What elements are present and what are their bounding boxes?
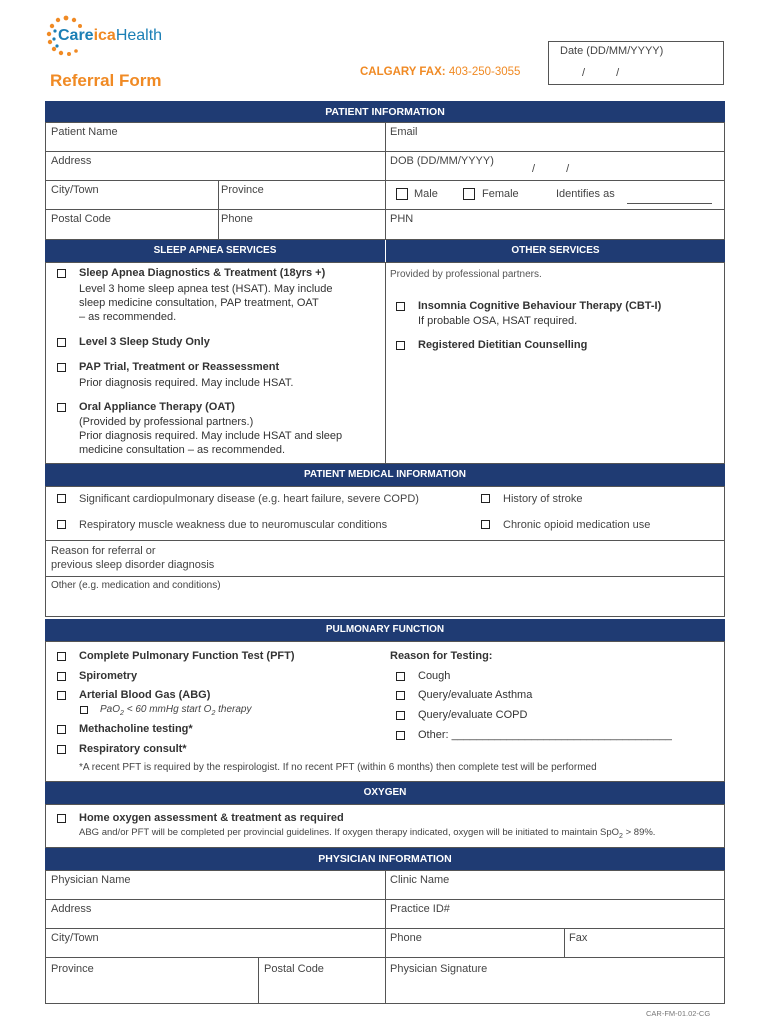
o2-sub: 2: [211, 710, 216, 717]
opioid-label: Chronic opioid medication use: [503, 519, 651, 531]
fax-number: 403-250-3055: [448, 66, 521, 78]
identifies-input-line[interactable]: [627, 203, 712, 204]
methacholine-checkbox[interactable]: [57, 725, 66, 734]
copd-checkbox[interactable]: [396, 711, 405, 720]
logo-care: Care: [58, 27, 94, 44]
pap-trial-title: PAP Trial, Treatment or Reassessment: [79, 361, 280, 373]
asthma-label: Query/evaluate Asthma: [418, 689, 533, 701]
sleep-diagnostics-checkbox[interactable]: [57, 269, 66, 278]
stroke-checkbox[interactable]: [481, 494, 490, 503]
postal-code-field[interactable]: Postal Code: [51, 213, 111, 225]
physician-address-field[interactable]: Address: [51, 903, 92, 915]
pao2-sub: 2: [120, 710, 124, 717]
identifies-label: Identifies as: [556, 188, 615, 200]
asthma-checkbox[interactable]: [396, 691, 405, 700]
pft-checkbox[interactable]: [57, 652, 66, 661]
physician-postal-field[interactable]: Postal Code: [264, 963, 324, 975]
pap-trial-checkbox[interactable]: [57, 363, 66, 372]
respiratory-consult-checkbox[interactable]: [57, 745, 66, 754]
sleep-apnea-heading: SLEEP APNEA SERVICES: [45, 240, 385, 262]
other-conditions-field[interactable]: Other (e.g. medication and conditions): [51, 580, 221, 591]
oat-desc-2: Prior diagnosis required. May include HSAT and sleep: [79, 430, 343, 442]
pft-label: Complete Pulmonary Function Test (PFT): [79, 650, 295, 662]
home-oxygen-label: Home oxygen assessment & treatment as required: [79, 812, 344, 824]
medical-info-heading: PATIENT MEDICAL INFORMATION: [45, 464, 725, 486]
cbt-i-title: Insomnia Cognitive Behaviour Therapy (CBT-I): [418, 300, 662, 312]
oat-checkbox[interactable]: [57, 403, 66, 412]
pao2-text: PaO: [100, 704, 121, 715]
referral-reason-field[interactable]: Reason for referral or: [51, 545, 156, 557]
oxygen-note: [79, 827, 655, 840]
physician-province-field[interactable]: Province: [51, 963, 94, 975]
physician-phone-field[interactable]: Phone: [390, 932, 422, 944]
male-checkbox[interactable]: [396, 188, 408, 200]
methacholine-label: Methacholine testing*: [79, 723, 193, 735]
fax-line: [360, 66, 520, 78]
dietitian-title: Registered Dietitian Counselling: [418, 339, 588, 351]
address-field[interactable]: Address: [51, 155, 92, 167]
respiratory-consult-label: Respiratory consult*: [79, 743, 187, 755]
physician-fax-field[interactable]: Fax: [569, 932, 588, 944]
email-field[interactable]: Email: [390, 126, 418, 138]
level3-study-checkbox[interactable]: [57, 338, 66, 347]
physician-signature-field[interactable]: Physician Signature: [390, 963, 488, 975]
dietitian-checkbox[interactable]: [396, 341, 405, 350]
patient-info-heading: PATIENT INFORMATION: [45, 101, 725, 123]
other-services-note: Provided by professional partners.: [390, 269, 542, 280]
level3-study-title: Level 3 Sleep Study Only: [79, 336, 210, 348]
physician-name-field[interactable]: Physician Name: [51, 874, 131, 886]
form-code: CAR-FM-01.02-CG: [646, 1009, 711, 1018]
logo-health: Health: [115, 27, 163, 44]
cardiopulmonary-checkbox[interactable]: [57, 494, 66, 503]
pao2-checkbox[interactable]: [80, 706, 88, 714]
phone-field[interactable]: Phone: [221, 213, 253, 225]
pulmonary-heading: PULMONARY FUNCTION: [45, 619, 725, 641]
pap-trial-desc: Prior diagnosis required. May include HSAT.: [79, 377, 294, 389]
logo: [44, 14, 174, 58]
female-checkbox[interactable]: [463, 188, 475, 200]
cough-checkbox[interactable]: [396, 672, 405, 681]
logo-ica: ica: [93, 27, 116, 44]
oxygen-heading: OXYGEN: [45, 782, 725, 804]
fax-label: CALGARY FAX:: [360, 66, 446, 78]
clinic-name-field[interactable]: Clinic Name: [390, 874, 450, 886]
respiratory-weakness-label: Respiratory muscle weakness due to neuromuscular conditions: [79, 519, 388, 531]
pft-note: *A recent PFT is required by the respirologist. If no recent PFT (within 6 months) then complete test will be performed: [79, 762, 597, 773]
male-label: Male: [414, 188, 438, 200]
pao2-label: [100, 704, 252, 717]
logo-wordmark: [58, 27, 162, 45]
opioid-checkbox[interactable]: [481, 520, 490, 529]
page-title: Referral Form: [50, 71, 162, 90]
sleep-diagnostics-title: Sleep Apnea Diagnostics & Treatment (18yrs +): [79, 267, 326, 279]
city-field[interactable]: City/Town: [51, 184, 99, 196]
female-label: Female: [482, 188, 519, 200]
cough-label: Cough: [418, 670, 451, 682]
date-slashes: / /: [582, 67, 620, 79]
date-label: Date (DD/MM/YYYY): [560, 45, 664, 57]
pao2-text-2: < 60 mmHg start O: [123, 704, 212, 715]
cbt-i-checkbox[interactable]: [396, 302, 405, 311]
pao2-text-3: therapy: [215, 704, 252, 715]
oat-title: Oral Appliance Therapy (OAT): [79, 401, 235, 413]
home-oxygen-checkbox[interactable]: [57, 814, 66, 823]
oat-desc-1: (Provided by professional partners.): [79, 416, 254, 428]
stroke-label: History of stroke: [503, 493, 583, 505]
physician-heading: PHYSICIAN INFORMATION: [45, 848, 725, 870]
referral-reason-field-2: previous sleep disorder diagnosis: [51, 559, 215, 571]
oxygen-note-text-2: > 89%.: [622, 827, 656, 838]
other-reason-checkbox[interactable]: [396, 731, 405, 740]
spirometry-label: Spirometry: [79, 670, 138, 682]
spo2-sub: 2: [619, 832, 623, 840]
physician-city-field[interactable]: City/Town: [51, 932, 99, 944]
sleep-diagnostics-desc-1: Level 3 home sleep apnea test (HSAT). May include: [79, 283, 333, 295]
oat-desc-3: medicine consultation – as recommended.: [79, 444, 286, 456]
reason-testing-title: Reason for Testing:: [390, 650, 493, 662]
province-field[interactable]: Province: [221, 184, 264, 196]
cbt-i-desc: If probable OSA, HSAT required.: [418, 315, 578, 327]
copd-label: Query/evaluate COPD: [418, 709, 528, 721]
other-services-heading: OTHER SERVICES: [385, 240, 725, 262]
respiratory-weakness-checkbox[interactable]: [57, 520, 66, 529]
dob-slashes: / /: [532, 163, 570, 175]
abg-checkbox[interactable]: [57, 691, 66, 700]
date-field[interactable]: [548, 41, 724, 85]
sleep-diagnostics-desc-2: sleep medicine consultation, PAP treatment, OAT: [79, 297, 319, 309]
abg-label: Arterial Blood Gas (ABG): [79, 689, 211, 701]
dob-field[interactable]: DOB (DD/MM/YYYY): [390, 155, 494, 167]
phn-field[interactable]: PHN: [390, 213, 414, 225]
sleep-diagnostics-desc-3: – as recommended.: [79, 311, 177, 323]
oxygen-area: [45, 804, 725, 848]
patient-name-field[interactable]: Patient Name: [51, 126, 118, 138]
cardiopulmonary-label: Significant cardiopulmonary disease (e.g. heart failure, severe COPD): [79, 493, 419, 505]
spirometry-checkbox[interactable]: [57, 672, 66, 681]
practice-id-field[interactable]: Practice ID#: [390, 903, 450, 915]
other-reason-field[interactable]: Other: ____________________________________: [418, 729, 672, 741]
oxygen-note-text: ABG and/or PFT will be completed per provincial guidelines. If oxygen therapy indicated, oxygen will be initiated to maintain SpO: [79, 827, 620, 838]
